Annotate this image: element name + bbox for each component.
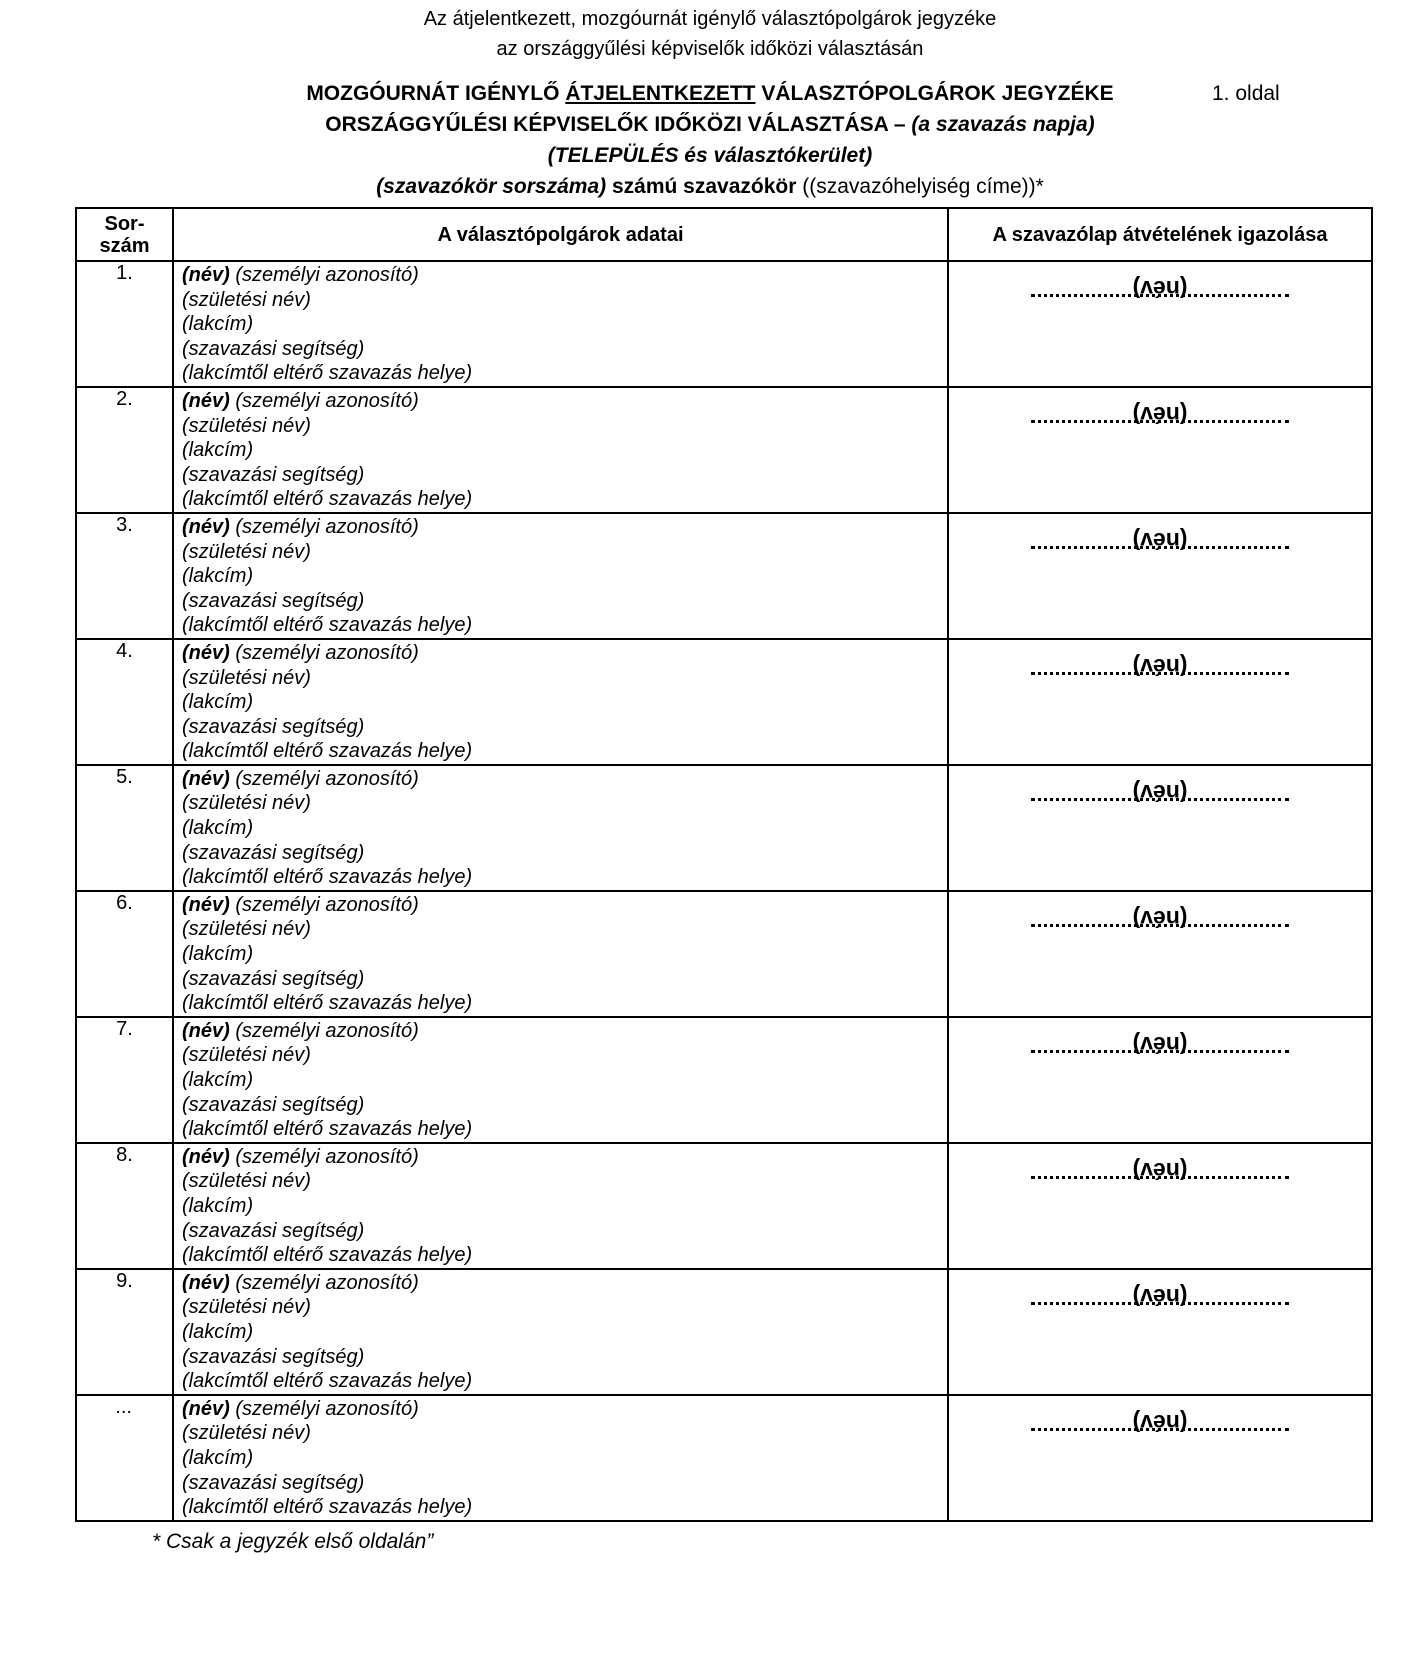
title-line-1 [0, 78, 1420, 109]
voter-data-cell [173, 1395, 948, 1521]
voting-assistance-field: (szavazási segítség) [182, 1093, 365, 1116]
voter-register-table [75, 207, 1373, 1522]
voter-data-fields [174, 1144, 947, 1268]
signature-name-label: (név) [1132, 653, 1188, 680]
voting-assistance-field: (szavazási segítség) [182, 1471, 365, 1494]
polling-station-address-placeholder: ((szavazóhelyiség címe))* [802, 175, 1044, 198]
signature-cell [948, 1269, 1372, 1395]
address-field: (lakcím) [182, 313, 254, 336]
signature-line [1031, 420, 1289, 423]
title-text: számú szavazókör [606, 175, 803, 198]
birth-name-field: (születési név) [182, 1296, 311, 1319]
voter-data-cell [173, 1143, 948, 1269]
title-text: MOZGÓURNÁT IGÉNYLŐ [306, 82, 566, 105]
signature-line [1031, 1428, 1289, 1431]
page-number: 1. oldal [1212, 82, 1280, 105]
voter-data-fields [174, 892, 947, 1016]
alternate-voting-place-field: (lakcímtől eltérő szavazás helye) [182, 614, 473, 637]
voter-data-cell [173, 1269, 948, 1395]
voting-assistance-field: (szavazási segítség) [182, 715, 365, 738]
row-serial-number: 1. [76, 261, 173, 387]
signature-name-label: (név) [1132, 401, 1188, 428]
signature-line [1031, 924, 1289, 927]
voting-assistance-field: (szavazási segítség) [182, 589, 365, 612]
birth-name-field: (születési név) [182, 666, 311, 689]
signature-cell [948, 765, 1372, 891]
voter-data-fields [174, 1270, 947, 1394]
table-row [76, 1017, 1372, 1143]
table-row [76, 387, 1372, 513]
personal-id-field: (személyi azonosító) [229, 515, 419, 538]
title-text: VÁLASZTÓPOLGÁROK JEGYZÉKE [755, 82, 1114, 105]
subtitle-line-1: Az átjelentkezett, mozgóurnát igénylő választópolgárok jegyzéke [423, 8, 997, 30]
row-serial-number: ... [76, 1395, 173, 1521]
row-serial-number: 3. [76, 513, 173, 639]
precinct-number-placeholder: (szavazókör sorszáma) [376, 175, 607, 198]
birth-name-field: (születési név) [182, 414, 311, 437]
voter-name-id-line [182, 263, 947, 288]
personal-id-field: (személyi azonosító) [229, 767, 419, 790]
voter-name-id-line [182, 515, 947, 540]
row-serial-number: 6. [76, 891, 173, 1017]
alternate-voting-place-field: (lakcímtől eltérő szavazás helye) [182, 1370, 473, 1393]
voter-name-field: (név) [182, 1145, 230, 1168]
voter-name-id-line [182, 893, 947, 918]
birth-name-field: (születési név) [182, 540, 311, 563]
signature-name-label: (név) [1132, 1157, 1188, 1184]
signature-cell [948, 639, 1372, 765]
address-field: (lakcím) [182, 1446, 254, 1469]
address-field: (lakcím) [182, 439, 254, 462]
table-body [76, 261, 1372, 1521]
voter-data-fields [174, 388, 947, 512]
signature-line [1031, 546, 1289, 549]
voter-data-cell [173, 639, 948, 765]
voter-data-cell [173, 513, 948, 639]
personal-id-field: (személyi azonosító) [229, 1019, 419, 1042]
voter-name-field: (név) [182, 641, 230, 664]
header-text: szám [99, 234, 150, 257]
birth-name-field: (születési név) [182, 1170, 311, 1193]
signature-cell [948, 387, 1372, 513]
voter-name-id-line [182, 767, 947, 792]
voter-data-cell [173, 387, 948, 513]
address-field: (lakcím) [182, 565, 254, 588]
column-header-receipt-confirmation: A szavazólap átvételének igazolása [948, 208, 1372, 261]
title-line-2 [0, 109, 1420, 140]
voter-data-fields [174, 1018, 947, 1142]
alternate-voting-place-field: (lakcímtől eltérő szavazás helye) [182, 488, 473, 511]
voter-name-id-line [182, 389, 947, 414]
voter-name-field: (név) [182, 767, 230, 790]
signature-name-label: (név) [1132, 1031, 1188, 1058]
row-serial-number: 9. [76, 1269, 173, 1395]
voter-data-cell [173, 1017, 948, 1143]
table-row [76, 1143, 1372, 1269]
voter-name-id-line [182, 1145, 947, 1170]
alternate-voting-place-field: (lakcímtől eltérő szavazás helye) [182, 1118, 473, 1141]
voter-name-field: (név) [182, 1019, 230, 1042]
row-serial-number: 7. [76, 1017, 173, 1143]
birth-name-field: (születési név) [182, 288, 311, 311]
voter-name-id-line [182, 641, 947, 666]
personal-id-field: (személyi azonosító) [229, 389, 419, 412]
subtitle-line-2: az országgyűlési képviselők időközi választásán [496, 38, 924, 60]
header-text: Sor- [104, 212, 145, 235]
signature-name-label: (név) [1132, 1409, 1188, 1436]
alternate-voting-place-field: (lakcímtől eltérő szavazás helye) [182, 362, 473, 385]
alternate-voting-place-field: (lakcímtől eltérő szavazás helye) [182, 866, 473, 889]
footnote: * Csak a jegyzék első oldalán” [152, 1530, 434, 1553]
voter-name-id-line [182, 1397, 947, 1422]
signature-cell [948, 891, 1372, 1017]
signature-name-label: (név) [1132, 779, 1188, 806]
voter-name-field: (név) [182, 893, 230, 916]
address-field: (lakcím) [182, 817, 254, 840]
signature-line [1031, 798, 1289, 801]
alternate-voting-place-field: (lakcímtől eltérő szavazás helye) [182, 1244, 473, 1267]
personal-id-field: (személyi azonosító) [229, 1271, 419, 1294]
personal-id-field: (személyi azonosító) [229, 1397, 419, 1420]
row-serial-number: 2. [76, 387, 173, 513]
signature-name-label: (név) [1132, 1283, 1188, 1310]
column-header-serial-number [76, 208, 173, 261]
personal-id-field: (személyi azonosító) [229, 893, 419, 916]
address-field: (lakcím) [182, 1320, 254, 1343]
signature-cell [948, 1017, 1372, 1143]
address-field: (lakcím) [182, 943, 254, 966]
signature-cell [948, 1143, 1372, 1269]
voter-data-fields [174, 514, 947, 638]
voting-assistance-field: (szavazási segítség) [182, 337, 365, 360]
voter-data-cell [173, 765, 948, 891]
personal-id-field: (személyi azonosító) [229, 1145, 419, 1168]
alternate-voting-place-field: (lakcímtől eltérő szavazás helye) [182, 740, 473, 763]
voting-assistance-field: (szavazási segítség) [182, 1219, 365, 1242]
signature-cell [948, 261, 1372, 387]
signature-name-label: (név) [1132, 905, 1188, 932]
signature-cell [948, 1395, 1372, 1521]
birth-name-field: (születési név) [182, 918, 311, 941]
voter-data-fields [174, 766, 947, 890]
voting-assistance-field: (szavazási segítség) [182, 841, 365, 864]
title-text: ORSZÁGGYŰLÉSI KÉPVISELŐK IDŐKÖZI VÁLASZTÁSA – [325, 113, 912, 136]
signature-line [1031, 672, 1289, 675]
alternate-voting-place-field: (lakcímtől eltérő szavazás helye) [182, 992, 473, 1015]
signature-name-label: (név) [1132, 276, 1188, 302]
table-row [76, 513, 1372, 639]
election-date-placeholder: (a szavazás napja) [911, 113, 1095, 136]
alternate-voting-place-field: (lakcímtől eltérő szavazás helye) [182, 1496, 473, 1519]
voting-assistance-field: (szavazási segítség) [182, 463, 365, 486]
address-field: (lakcím) [182, 1194, 254, 1217]
table-row [76, 1269, 1372, 1395]
voter-name-field: (név) [182, 1397, 230, 1420]
address-field: (lakcím) [182, 1069, 254, 1091]
voter-data-fields [174, 262, 947, 386]
voter-data-fields [174, 640, 947, 764]
signature-cell [948, 513, 1372, 639]
table-row [76, 639, 1372, 765]
row-serial-number: 8. [76, 1143, 173, 1269]
row-serial-number: 4. [76, 639, 173, 765]
birth-name-field: (születési név) [182, 1044, 311, 1067]
table-row [76, 891, 1372, 1017]
birth-name-field: (születési név) [182, 792, 311, 815]
personal-id-field: (személyi azonosító) [229, 641, 419, 664]
voter-data-cell [173, 261, 948, 387]
signature-name-label: (név) [1132, 527, 1188, 554]
voter-name-field: (név) [182, 515, 230, 538]
row-serial-number: 5. [76, 765, 173, 891]
title-line-4 [0, 171, 1420, 202]
personal-id-field: (személyi azonosító) [229, 264, 419, 286]
voter-name-field: (név) [182, 264, 230, 286]
table-row [76, 261, 1372, 387]
signature-line [1031, 1176, 1289, 1179]
title-line-3: (TELEPÜLÉS és választókerület) [547, 144, 873, 167]
table-header-row [76, 208, 1372, 261]
birth-name-field: (születési név) [182, 1422, 311, 1445]
voter-name-id-line [182, 1019, 947, 1044]
address-field: (lakcím) [182, 691, 254, 714]
signature-line [1031, 1050, 1289, 1053]
title-underlined-word: ÁTJELENTKEZETT [565, 82, 756, 105]
voting-assistance-field: (szavazási segítség) [182, 967, 365, 990]
table-row [76, 1395, 1372, 1521]
signature-line [1031, 294, 1289, 297]
signature-line [1031, 1302, 1289, 1305]
table-row [76, 765, 1372, 891]
voting-assistance-field: (szavazási segítség) [182, 1345, 365, 1368]
voter-data-cell [173, 891, 948, 1017]
voter-name-field: (név) [182, 1271, 230, 1294]
voter-name-id-line [182, 1271, 947, 1296]
voter-data-fields [174, 1396, 947, 1520]
column-header-voter-data: A választópolgárok adatai [173, 208, 948, 261]
voter-name-field: (név) [182, 389, 230, 412]
